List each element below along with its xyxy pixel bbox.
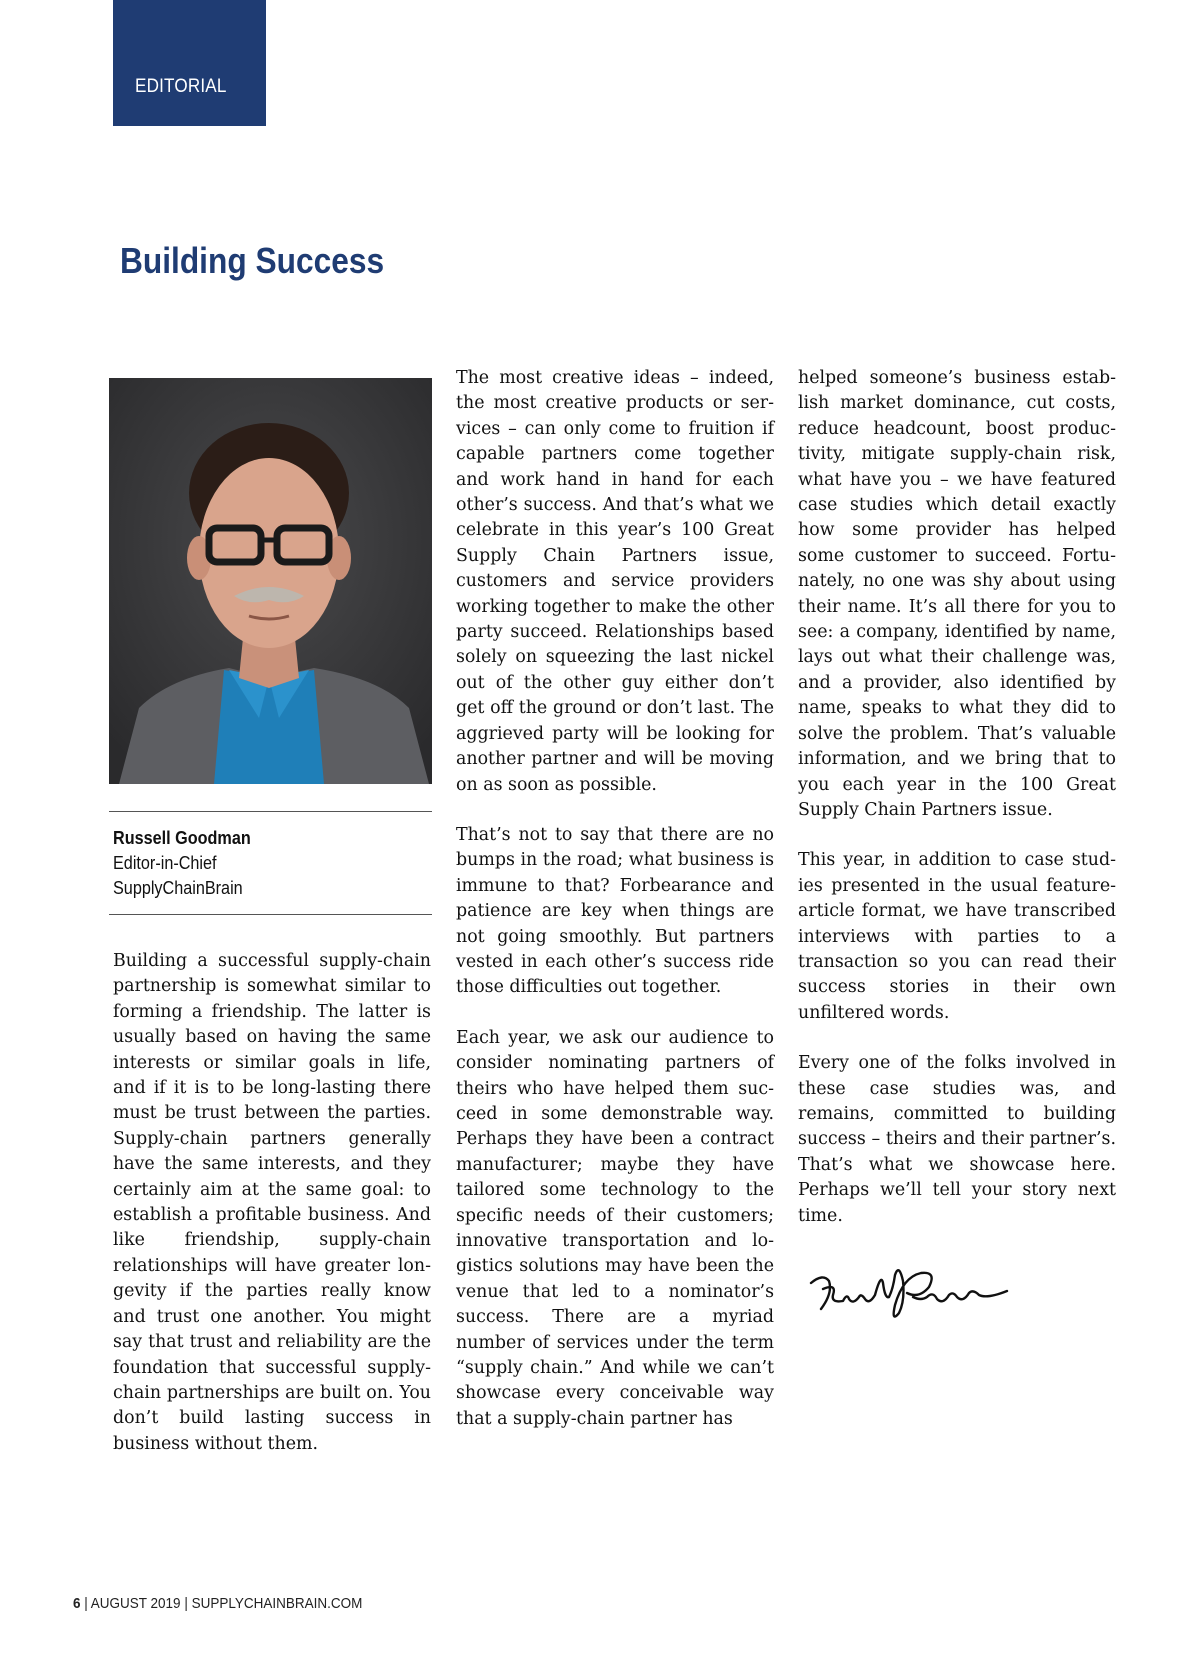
signature-icon xyxy=(803,1253,1013,1331)
column-middle xyxy=(456,366,774,1432)
section-tab xyxy=(113,0,266,126)
page-number: 6 xyxy=(73,1595,81,1612)
page-footer xyxy=(73,1595,362,1612)
paragraph: That’s not to say that there are no bumps in the road; what business is immune to that? Forbearance and patience are key when things are not going smoothly. But partners vested in each other’s success ride those difficulties out together. xyxy=(456,824,774,998)
paragraph: Building a successful supply-chain partnership is somewhat similar to forming a friendship. The latter is usually based on having the same interests or similar goals in life, and if it is to be long-lasting there must be trust between the parties. Supply-chain partners generally have the same interests, and they certainly aim at the same goal: to establish a profitable business. And like friendship, supply-chain relationships will have greater longevity if the parties really know and trust one another. You might say that trust and reliability are the foundation that successful supply-chain partnerships are built on. You don’t build lasting success in business without them. xyxy=(113,951,431,1454)
article-title: Building Success xyxy=(120,240,385,281)
author-role: Editor-in-Chief xyxy=(113,853,217,873)
footer-text: | AUGUST 2019 | SUPPLYCHAINBRAIN.COM xyxy=(80,1595,363,1612)
section-label: EDITORIAL xyxy=(135,76,227,97)
paragraph: Each year, we ask our audience to consider nominating partners of theirs who have helped them succeed in some demonstrable way. Perhaps they have been a contract manufacturer; maybe they have tailored some technology to the specific needs of their customers; innovative transportation and logistics solutions may have been the venue that led to a nominator’s success. There are a myriad number of services under the term “supply chain.” And while we can’t showcase every conceivable way that a supply-chain partner has xyxy=(456,1027,774,1429)
byline-top-rule xyxy=(109,811,432,812)
author-name: Russell Goodman xyxy=(113,828,251,848)
byline xyxy=(113,826,401,901)
author-publication: SupplyChainBrain xyxy=(113,878,243,898)
column-left xyxy=(113,949,431,1457)
paragraph: This year, in addition to case studies presented in the usual feature-article format, we have transcribed interviews with parties to a transaction so you can read their success stories in their own unfiltered words. xyxy=(798,850,1116,1023)
paragraph: The most creative ideas – indeed, the most creative products or services – can only come to fruition if capable partners come together and work hand in hand for each other’s success. And that’s what we celebrate in this year’s 100 Great Supply Chain Partners issue, customers and service providers working together to make the other party succeed. Relationships based solely on squeezing the last nickel out of the other guy either don’t get off the ground or don’t last. The aggrieved party will be looking for another partner and will be moving on as soon as possible. xyxy=(456,368,774,795)
paragraph: Every one of the folks involved in these case studies was, and remains, committed to building success – theirs and their partner’s. That’s what we showcase here. Perhaps we’ll tell your story next time. xyxy=(798,1053,1116,1226)
paragraph: helped someone’s business establish market dominance, cut costs, reduce headcount, boost productivity, mitigate supply-chain risk, what have you – we have featured case studies which detail exactly how some provider has helped some customer to succeed. Fortunately, no one was shy about using their name. It’s all there for you to see: a company, identified by name, lays out what their challenge was, and a provider, also identified by name, speaks to what they did to solve the problem. That’s valuable information, and we bring that to you each year in the 100 Great Supply Chain Partners issue. xyxy=(798,368,1116,820)
byline-bottom-rule xyxy=(109,914,432,915)
author-portrait-icon xyxy=(109,378,432,784)
column-right xyxy=(798,366,1116,1229)
author-photo xyxy=(109,378,432,784)
